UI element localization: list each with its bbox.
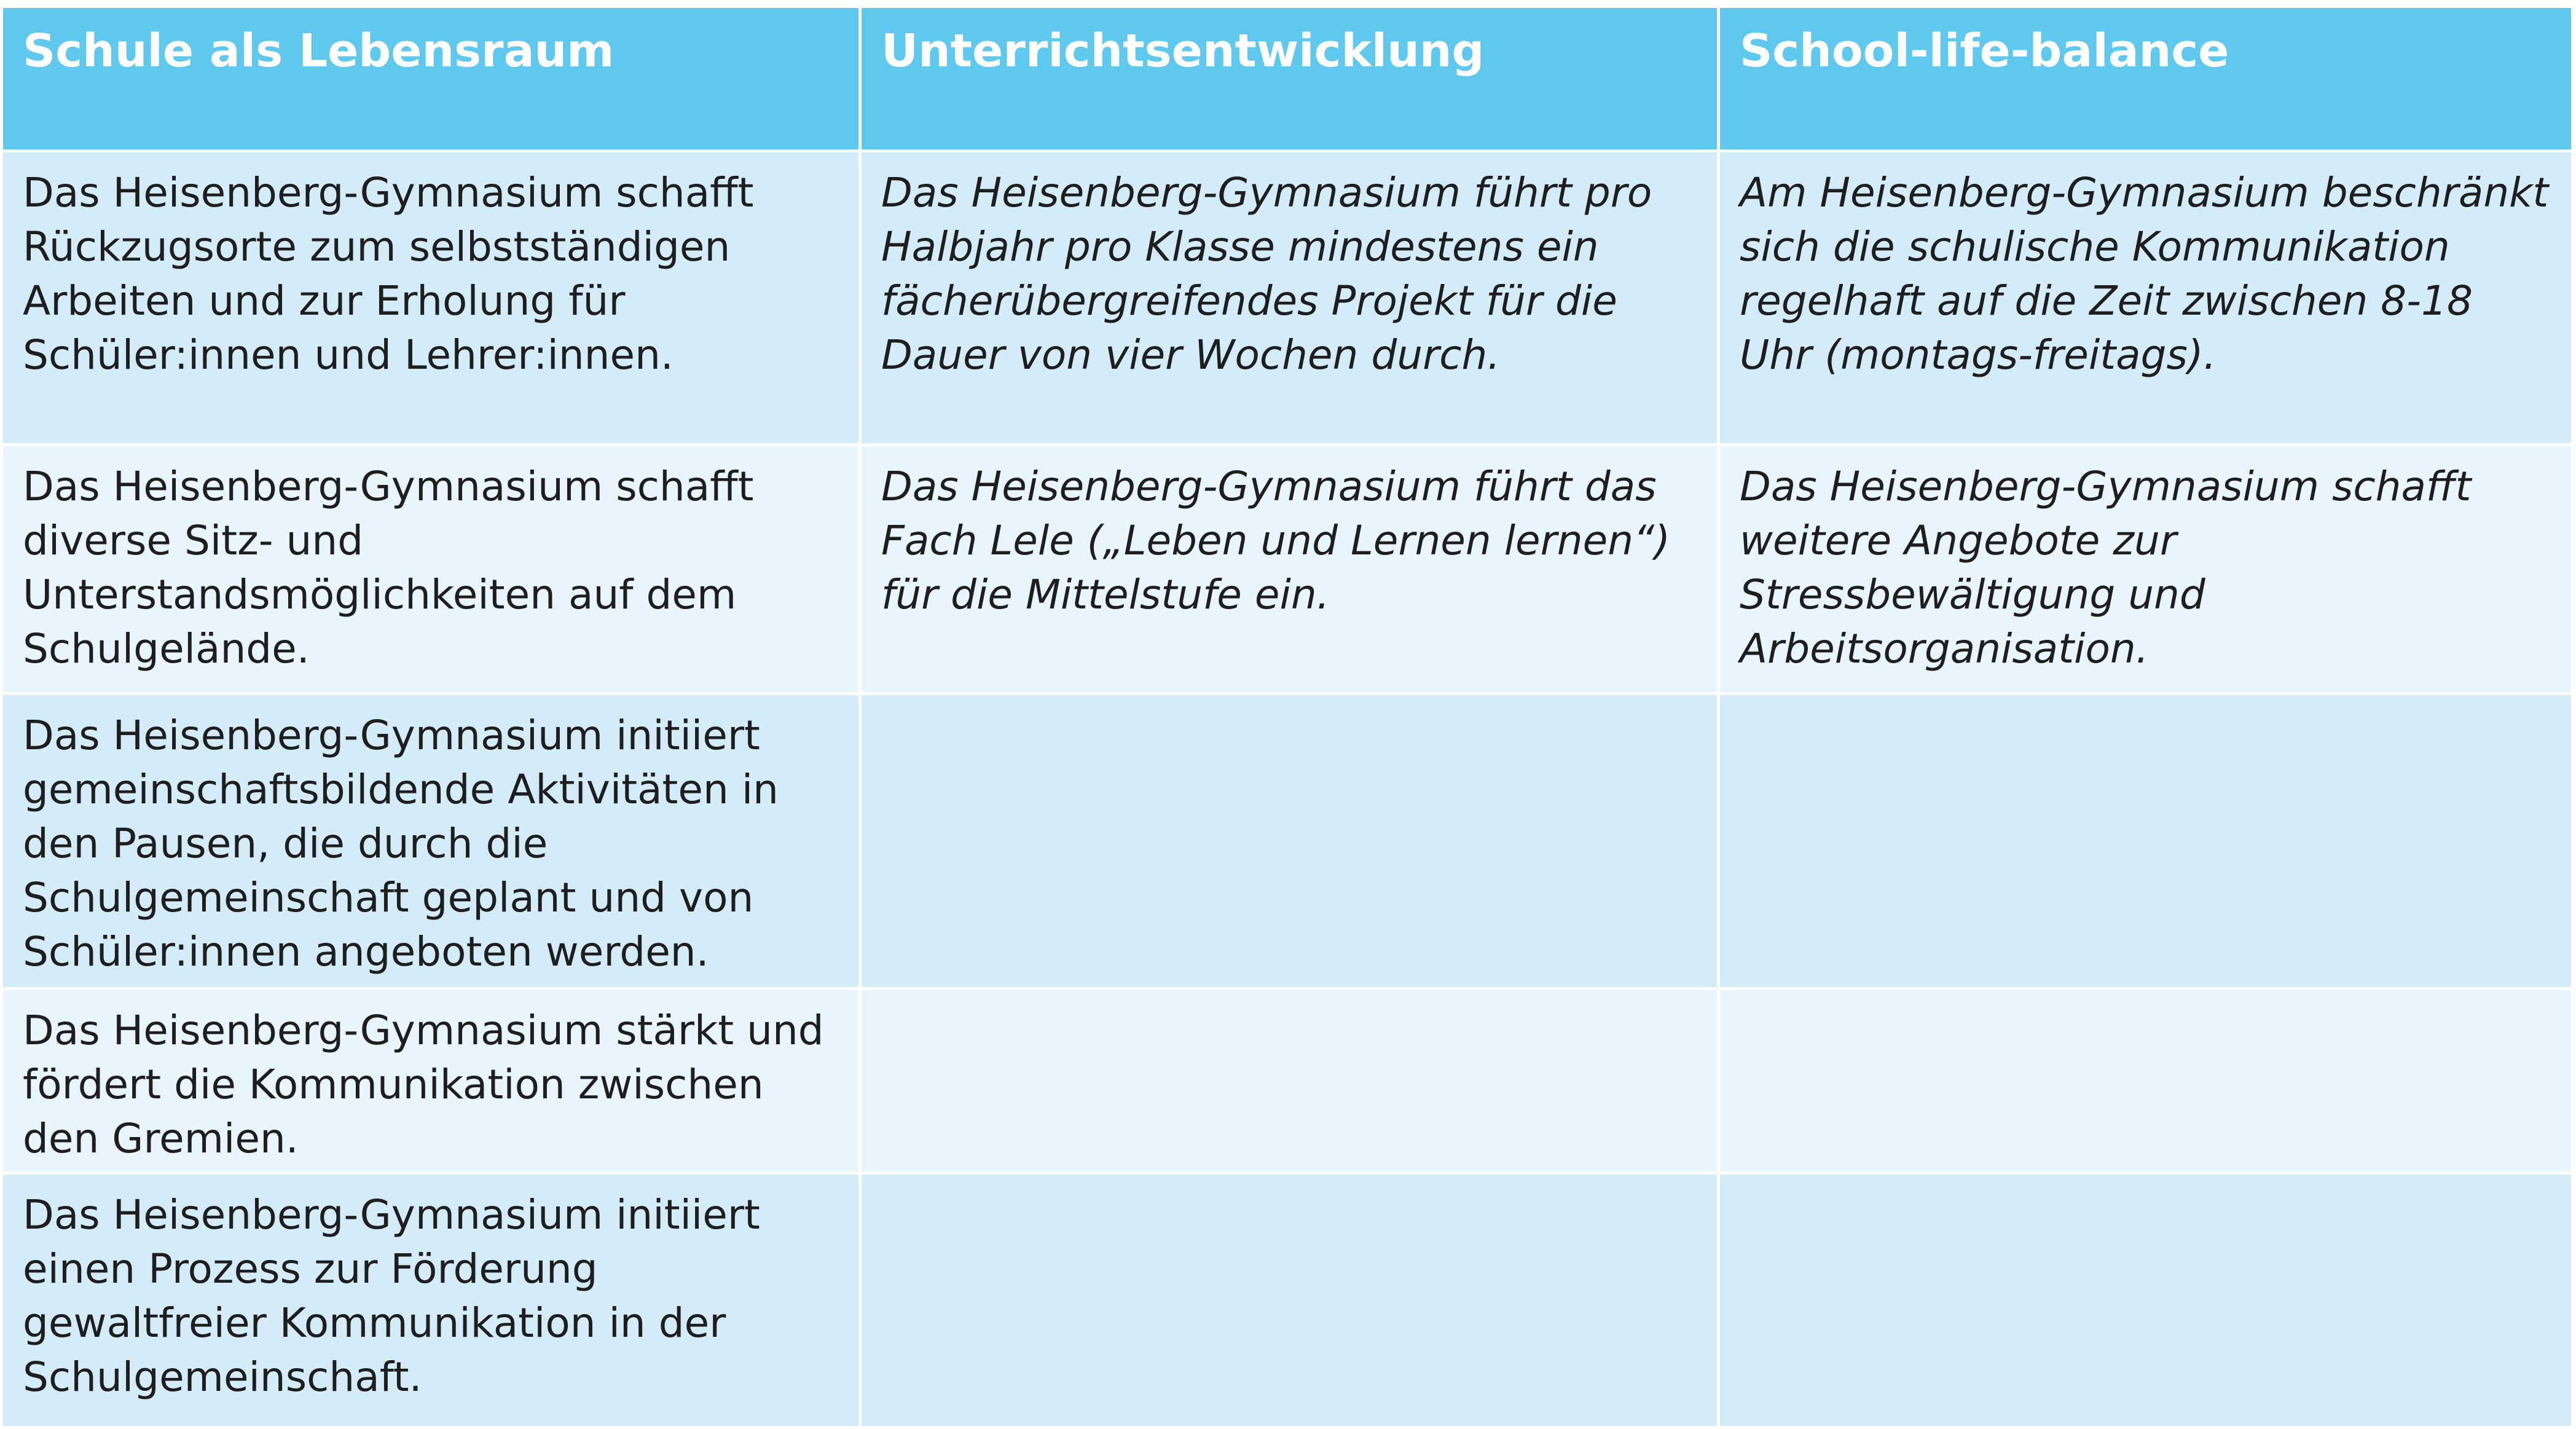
goals-table [0,5,2574,1429]
table-cell-empty [1719,694,2573,989]
table-row [2,445,2573,694]
table-cell-empty [860,989,1719,1173]
table-cell: Das Heisenberg-Gymnasium schafft diverse Sitz- und Unterstandsmöglichkeiten auf dem Schulgelände. [2,445,860,694]
table-cell-empty [1719,989,2573,1173]
table-cell: Das Heisenberg-Gymnasium stärkt und fördert die Kommunikation zwischen den Gremien. [2,989,860,1173]
table-cell: Das Heisenberg-Gymnasium initiiert gemeinschaftsbildende Aktivitäten in den Pausen, die durch die Schulgemeinschaft geplant und von Schüler:innen angeboten werden. [2,694,860,989]
table-cell: Das Heisenberg-Gymnasium initiiert einen Prozess zur Förderung gewaltfreier Kommunikation in der Schulgemeinschaft. [2,1173,860,1428]
table-cell-empty [1719,1173,2573,1428]
header-unterrichtsentwicklung: Unterrichtsentwicklung [860,7,1719,151]
header-school-life-balance: School-life-balance [1719,7,2573,151]
table-cell: Das Heisenberg-Gymnasium schafft weitere Angebote zur Stressbewältigung und Arbeitsorganisation. [1719,445,2573,694]
table-cell-empty [860,1173,1719,1428]
table-row [2,694,2573,989]
table-cell: Am Heisenberg-Gymnasium beschränkt sich die schulische Kommunikation regelhaft auf die Zeit zwischen 8-18 Uhr (montags-freitags). [1719,151,2573,445]
header-schule-als-lebensraum: Schule als Lebensraum [2,7,860,151]
table-row [2,151,2573,445]
table-cell: Das Heisenberg-Gymnasium schafft Rückzugsorte zum selbstständigen Arbeiten und zur Erholung für Schüler:innen und Lehrer:innen. [2,151,860,445]
table-cell: Das Heisenberg-Gymnasium führt das Fach Lele („Leben und Lernen lernen“) für die Mittelstufe ein. [860,445,1719,694]
table-cell-empty [860,694,1719,989]
table-cell: Das Heisenberg-Gymnasium führt pro Halbjahr pro Klasse mindestens ein fächerübergreifendes Projekt für die Dauer von vier Wochen durch. [860,151,1719,445]
table-header-row [2,7,2573,151]
table-row [2,1173,2573,1428]
table-row [2,989,2573,1173]
